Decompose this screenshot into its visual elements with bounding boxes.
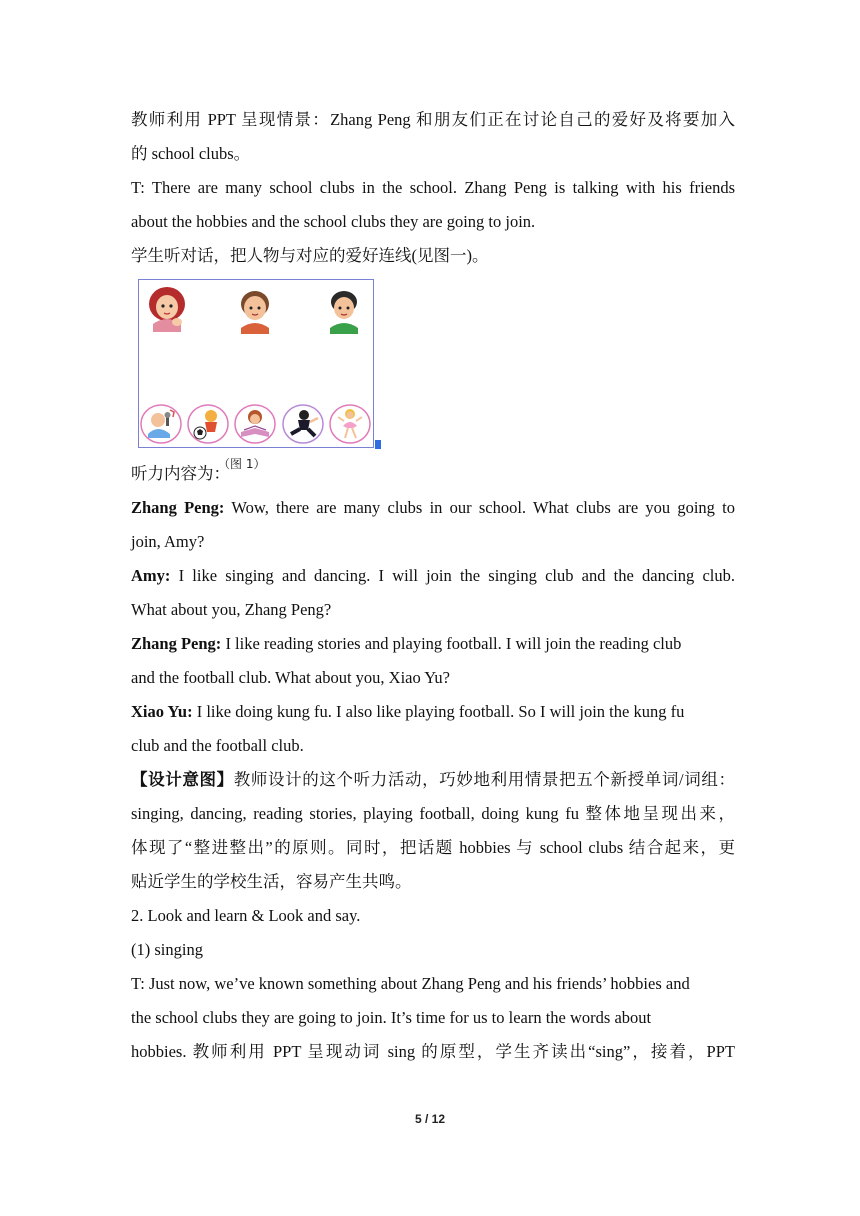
singing-icon xyxy=(140,404,182,444)
paragraph-line: 贴近学生的学校生活，容易产生共鸣。 xyxy=(131,872,412,891)
paragraph-line: T: Just now, we’ve known something about Zhang Peng and his friends’ hobbies and xyxy=(131,974,690,993)
paragraph-line: T: There are many school clubs in the school. Zhang Peng is talking with his friends xyxy=(131,178,735,197)
dialogue-text: I like singing and dancing. I will join the singing club and the dancing club. xyxy=(170,566,735,585)
dialogue-text: I like reading stories and playing football. I will join the reading club xyxy=(221,634,682,653)
design-intent-label: 【设计意图】 xyxy=(131,770,234,789)
paragraph-line: 体现了“整进整出”的原则。同时，把话题 hobbies 与 school clubs 结合起来，更 xyxy=(131,838,735,857)
dialogue-line xyxy=(131,559,735,593)
figure-frame xyxy=(138,279,374,448)
page-number: 5 / 12 xyxy=(414,1112,446,1126)
design-intent-line xyxy=(131,763,735,797)
document-page xyxy=(131,103,735,1069)
girl-face-icon xyxy=(143,284,191,332)
speaker-name: Zhang Peng: xyxy=(131,498,225,517)
boy-face-icon xyxy=(320,286,368,334)
dialogue-text: Wow, there are many clubs in our school. What clubs are you going to xyxy=(224,498,735,517)
paragraph-line: hobbies. 教师利用 PPT 呈现动词 sing 的原型，学生齐读出“sing”，接着，PPT xyxy=(131,1042,735,1061)
speaker-name: Amy: xyxy=(131,566,171,585)
kungfu-icon xyxy=(282,404,324,444)
speaker-name: Zhang Peng: xyxy=(131,634,222,653)
paragraph-line: the school clubs they are going to join. It’s time for us to learn the words about xyxy=(131,1008,652,1027)
dialogue-line: club and the football club. xyxy=(131,736,304,755)
football-icon xyxy=(187,404,229,444)
matching-figure xyxy=(138,279,398,471)
dialogue-line xyxy=(131,627,735,661)
dancing-icon xyxy=(329,404,371,444)
paragraph-line: about the hobbies and the school clubs they are going to join. xyxy=(131,212,536,231)
dialogue-line: join, Amy? xyxy=(131,532,205,551)
figure-caption: （图 1） xyxy=(218,457,266,471)
dialogue-line: and the football club. What about you, Xiao Yu? xyxy=(131,668,450,687)
reading-icon xyxy=(234,404,276,444)
subsection-heading: (1) singing xyxy=(131,940,203,959)
dialogue-text: I like doing kung fu. I also like playing football. So I will join the kung fu xyxy=(192,702,685,721)
paragraph-line: 的 school clubs。 xyxy=(131,144,251,163)
design-intent-text: 教师设计的这个听力活动，巧妙地利用情景把五个新授单词/词组： xyxy=(233,770,736,789)
paragraph-line: singing, dancing, reading stories, playing football, doing kung fu 整体地呈现出来， xyxy=(131,804,735,823)
speaker-name: Xiao Yu: xyxy=(131,702,193,721)
dialogue-line xyxy=(131,695,735,729)
boy-face-icon xyxy=(231,286,279,334)
paragraph-line: 教师利用 PPT 呈现情景：Zhang Peng 和朋友们正在讨论自己的爱好及将要加入 xyxy=(131,110,735,129)
dialogue-line: What about you, Zhang Peng? xyxy=(131,600,332,619)
paragraph-line: 学生听对话，把人物与对应的爱好连线(见图一)。 xyxy=(131,246,489,265)
section-heading: 2. Look and learn & Look and say. xyxy=(131,906,361,925)
dialogue-line xyxy=(131,491,735,525)
paragraph-line: 听力内容为： xyxy=(131,464,230,483)
resize-handle xyxy=(375,440,381,449)
